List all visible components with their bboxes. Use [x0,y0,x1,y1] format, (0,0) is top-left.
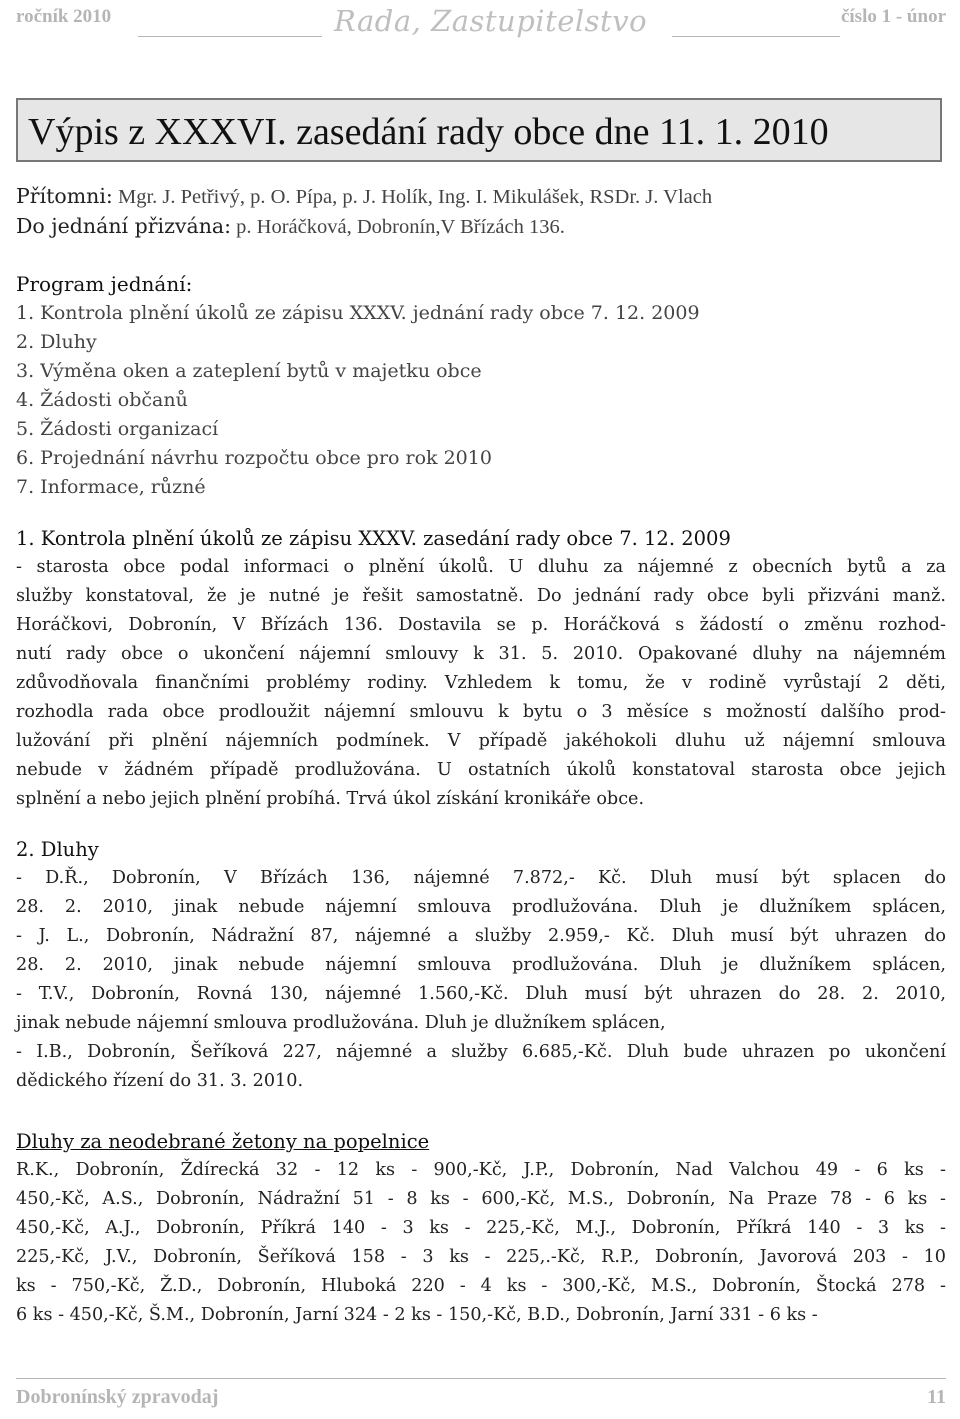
text-line: 450,-Kč, A.J., Dobronín, Příkrá 140 - 3 ks - 225,-Kč, M.J., Dobronín, Příkrá 140 - 3 ks - [16,1218,946,1238]
text-line: - I.B., Dobronín, Šeříková 227, nájemné a služby 6.685,-Kč. Dluh bude uhrazen po ukončení [16,1042,946,1062]
text-line: 28. 2. 2010, jinak nebude nájemní smlouva prodlužována. Dluh je dlužníkem splácen, [16,897,946,917]
text-line: Horáčkovi, Dobronín, V Břízách 136. Dostavila se p. Horáčková s žádostí o změnu rozhod- [16,615,946,635]
program-item: 3. Výměna oken a zateplení bytů v majetku obce [16,360,482,382]
header-rule-left [138,36,322,37]
text-line: rozhodla rada obce prodloužit nájemní smlouvu k bytu o 3 měsíce s možností dalšího prod- [16,702,946,722]
text-line: 6 ks - 450,-Kč, Š.M., Dobronín, Jarní 324 - 2 ks - 150,-Kč, B.D., Dobronín, Jarní 331 - 6 ks - [16,1305,818,1325]
text-line: - T.V., Dobronín, Rovná 130, nájemné 1.560,-Kč. Dluh musí být uhrazen do 28. 2. 2010, [16,984,946,1004]
title-box [16,98,942,162]
footer-page-number: 11 [927,1386,946,1408]
running-header [16,4,946,38]
text-line: dědického řízení do 31. 3. 2010. [16,1071,304,1091]
text-line: 450,-Kč, A.S., Dobronín, Nádražní 51 - 8 ks - 600,-Kč, M.S., Dobronín, Na Praze 78 - 6 ks - [16,1189,946,1209]
section-1 [16,524,946,814]
section-2-body [16,864,946,1096]
program-item: 6. Projednání návrhu rozpočtu obce pro rok 2010 [16,447,492,469]
text-line: nutí rady obce o ukončení nájemní smlouvy k 31. 5. 2010. Opakované dluhy na nájemném [16,644,946,664]
attendance [16,182,946,242]
program-item: 5. Žádosti organizací [16,418,219,440]
text-line: splnění a nebo jejich plnění probíhá. Trvá úkol získání kronikáře obce. [16,789,645,809]
invited-line [16,212,946,242]
program [16,270,946,502]
text-line: lužování při plnění nájemních podmínek. V případě jakéhokoli dluhu už nájemní smlouva [16,731,946,751]
header-section: Rada, Zastupitelstvo [334,4,648,38]
section-2-heading: 2. Dluhy [16,838,99,861]
section-3-heading: Dluhy za neodebrané žetony na popelnice [16,1130,430,1153]
program-item: 7. Informace, různé [16,476,206,498]
text-line: - J. L., Dobronín, Nádražní 87, nájemné a služby 2.959,- Kč. Dluh musí být uhrazen do [16,926,946,946]
program-item: 2. Dluhy [16,331,97,353]
page-title: Výpis z XXXVI. zasedání rady obce dne 11. 1. 2010 [28,111,829,153]
present-value: Mgr. J. Petřivý, p. O. Pípa, p. J. Holík, Ing. I. Mikulášek, RSDr. J. Vlach [117,186,713,208]
section-3-body [16,1156,946,1330]
text-line: R.K., Dobronín, Ždírecká 32 - 12 ks - 900,-Kč, J.P., Dobronín, Nad Valchou 49 - 6 ks - [16,1160,946,1180]
footer-rule [16,1378,946,1379]
program-item: 1. Kontrola plnění úkolů ze zápisu XXXV. jednání rady obce 7. 12. 2009 [16,302,700,324]
present-label: Přítomni: [16,184,113,208]
invited-label: Do jednání přizvána: [16,214,232,238]
present-line [16,182,946,212]
program-heading: Program jednání: [16,272,193,296]
header-rule-right [672,36,840,37]
text-line: ks - 750,-Kč, Ž.D., Dobronín, Hluboká 220 - 4 ks - 300,-Kč, M.S., Dobronín, Štocká 278 - [16,1276,946,1296]
text-line: - starosta obce podal informaci o plnění úkolů. U dluhu za nájemné z obecních bytů a za [16,557,946,577]
text-line: služby konstatoval, že je nutné je řešit samostatně. Do jednání rady obce byli přizváni manž. [16,586,946,606]
text-line: - D.Ř., Dobronín, V Břízách 136, nájemné 7.872,- Kč. Dluh musí být splacen do [16,868,946,888]
footer-publication: Dobronínský zpravodaj [16,1386,219,1408]
text-line: zdůvodňovala finančními problémy rodiny. Vzhledem k tomu, že v rodině vyrůstají 2 děti, [16,673,946,693]
section-1-heading: 1. Kontrola plnění úkolů ze zápisu XXXV. zasedání rady obce 7. 12. 2009 [16,527,731,550]
text-line: jinak nebude nájemní smlouva prodlužována. Dluh je dlužníkem splácen, [16,1013,666,1033]
invited-value: p. Horáčková, Dobronín,V Břízách 136. [236,216,565,238]
header-volume: ročník 2010 [16,6,112,27]
text-line: 225,-Kč, J.V., Dobronín, Šeříková 158 - 3 ks - 225,.-Kč, R.P., Dobronín, Javorová 203 - 10 [16,1247,946,1267]
program-item: 4. Žádosti občanů [16,389,188,411]
text-line: nebude v žádném případě prodlužována. U ostatních úkolů konstatoval starosta obce jejich [16,760,946,780]
section-2 [16,835,946,1096]
section-1-body [16,553,946,814]
text-line: 28. 2. 2010, jinak nebude nájemní smlouva prodlužována. Dluh je dlužníkem splácen, [16,955,946,975]
section-3 [16,1127,946,1330]
header-issue: číslo 1 - únor [840,6,946,27]
